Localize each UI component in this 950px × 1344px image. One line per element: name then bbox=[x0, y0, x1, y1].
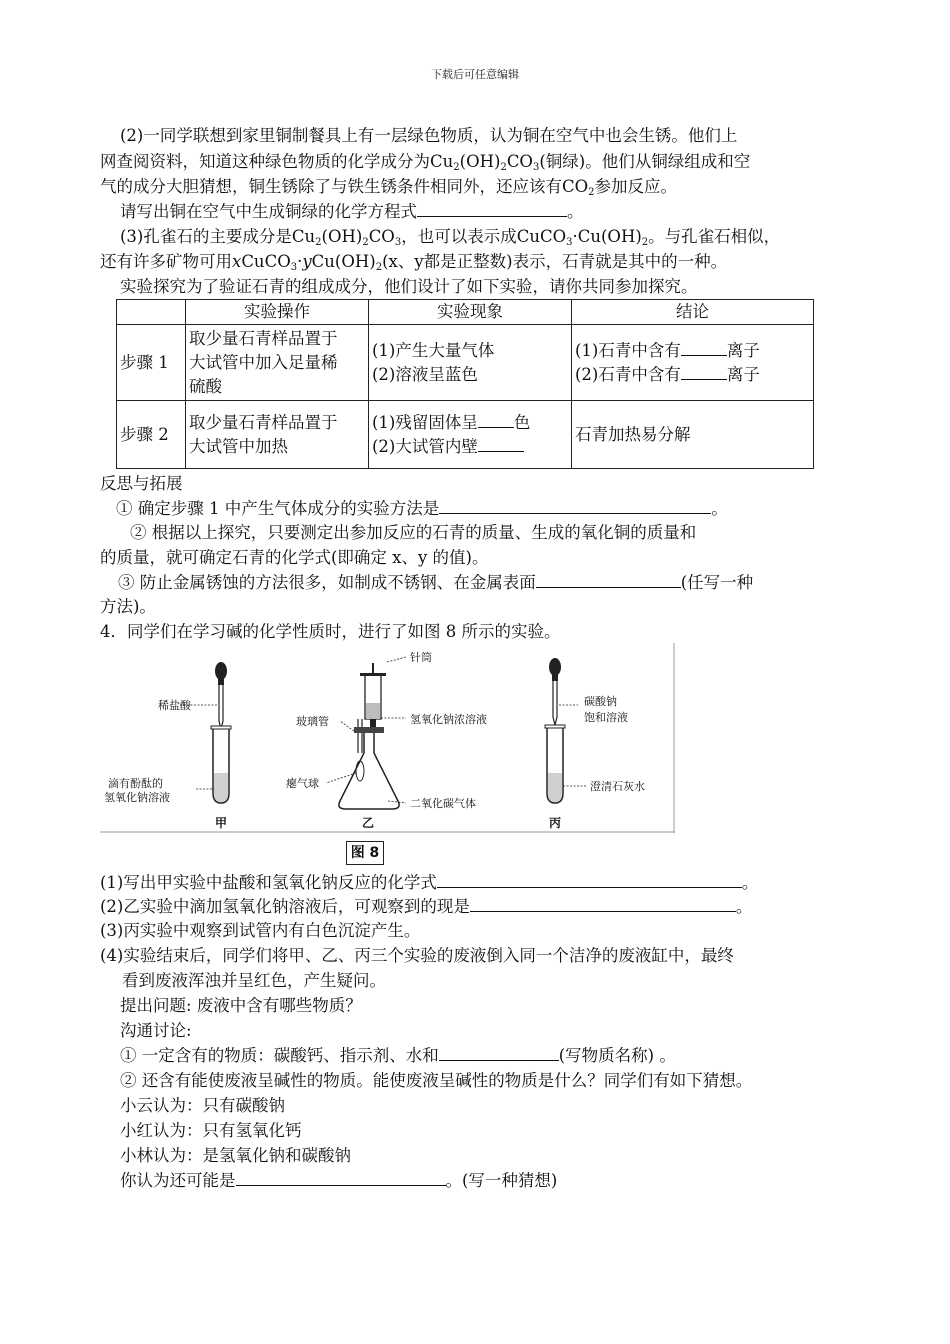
conclusion-cell: (1)石青中含有 离子 (2)石青中含有 离子 bbox=[572, 325, 814, 401]
p3-line3: 实验探究为了验证石青的组成成分，他们设计了如下实验，请你共同参加探究。 bbox=[120, 277, 698, 296]
svg-text:二氧化碳气体: 二氧化碳气体 bbox=[410, 797, 476, 810]
formula-verdigris: $Cu_2(OH)_2CO_3$ bbox=[430, 152, 540, 173]
table-header-blank bbox=[117, 300, 186, 325]
answer-blank-rustproof[interactable] bbox=[536, 571, 681, 588]
figure-8-apparatus bbox=[100, 643, 675, 833]
q4-intro: 4．同学们在学习碱的化学性质时，进行了如图 8 所示的实验。 bbox=[100, 622, 561, 641]
answer-blank-wall[interactable] bbox=[478, 435, 524, 452]
answer-blank-ion1[interactable] bbox=[681, 339, 727, 356]
guess-xiaohong: 小红认为：只有氢氧化钙 bbox=[120, 1121, 302, 1140]
phenomena-cell: (1)残留固体呈 色 (2)大试管内壁 bbox=[369, 401, 572, 469]
answer-blank-jia[interactable] bbox=[437, 871, 742, 888]
answer-blank-guess[interactable] bbox=[236, 1169, 446, 1186]
q4-ask: 提出问题: 废液中含有哪些物质？ bbox=[120, 996, 362, 1015]
reflection-q3-line1: ③ 防止金属锈蚀的方法很多，如制成不锈钢、在金属表面 (任写一种 bbox=[118, 573, 754, 592]
reflection-title: 反思与拓展 bbox=[100, 474, 183, 493]
svg-text:澄清石灰水: 澄清石灰水 bbox=[590, 780, 645, 793]
q4-your-guess: 你认为还可能是 。(写一种猜想) bbox=[120, 1171, 558, 1190]
operation-cell: 取少量石青样品置于 大试管中加热 bbox=[186, 401, 369, 469]
step-label: 步骤 2 bbox=[117, 401, 186, 469]
p2-line3: 气的成分大胆猜想，铜生锈除了与铁生锈条件相同外，还应该有$CO_2$参加反应。 bbox=[100, 177, 678, 198]
label-yi: 乙 bbox=[362, 816, 375, 830]
reflection-q2-line1: ② 根据以上探究，只要测定出参加反应的石青的质量、生成的氧化铜的质量和 bbox=[130, 523, 697, 542]
svg-text:氢氧化钠溶液: 氢氧化钠溶液 bbox=[104, 791, 170, 804]
p3-line1: (3)孔雀石的主要成分是$Cu_2(OH)_2CO_3$，也可以表示成$CuCO_3\cdot Cu(OH)_2$。与孔雀石相似， bbox=[120, 227, 781, 248]
conclusion-cell: 石青加热易分解 bbox=[572, 401, 814, 469]
q4-item1: (1)写出甲实验中盐酸和氢氧化钠反应的化学式 。 bbox=[100, 873, 759, 892]
svg-text:玻璃管: 玻璃管 bbox=[296, 715, 329, 728]
answer-blank-ion2[interactable] bbox=[681, 363, 727, 380]
operation-cell: 取少量石青样品置于 大试管中加入足量稀 硫酸 bbox=[186, 325, 369, 401]
figure-caption: 图 8 bbox=[346, 841, 384, 865]
answer-blank-equation[interactable] bbox=[417, 200, 567, 217]
reflection-q3-line2: 方法)。 bbox=[100, 597, 156, 616]
svg-text:滴有酚酞的: 滴有酚酞的 bbox=[108, 777, 163, 790]
p2-line1: (2)一同学联想到家里铜制餐具上有一层绿色物质，认为铜在空气中也会生锈。他们上 bbox=[120, 126, 738, 145]
table-row bbox=[117, 325, 814, 401]
svg-text:针筒: 针筒 bbox=[410, 651, 432, 664]
reflection-q1: ① 确定步骤 1 中产生气体成分的实验方法是 。 bbox=[116, 499, 728, 518]
guess-xiaoyun: 小云认为：只有碳酸钠 bbox=[120, 1096, 285, 1115]
svg-text:氢氧化钠浓溶液: 氢氧化钠浓溶液 bbox=[410, 713, 487, 726]
q4-item4-line1: (4)实验结束后，同学们将甲、乙、丙三个实验的废液倒入同一个洁净的废液缸中，最终 bbox=[100, 946, 734, 965]
q4-d1: ① 一定含有的物质：碳酸钙、指示剂、水和 (写物质名称) 。 bbox=[120, 1046, 676, 1065]
page-header: 下载后可任意编辑 bbox=[431, 68, 519, 81]
q4-d2: ② 还含有能使废液呈碱性的物质。能使废液呈碱性的物质是什么？同学们有如下猜想。 bbox=[120, 1071, 753, 1090]
q4-item2: (2)乙实验中滴加氢氧化钠溶液后，可观察到的现是 。 bbox=[100, 897, 753, 916]
label-bing: 丙 bbox=[549, 816, 562, 830]
q4-discuss: 沟通讨论: bbox=[120, 1021, 192, 1040]
q4-item3: (3)丙实验中观察到试管内有白色沉淀产生。 bbox=[100, 921, 421, 940]
guess-xiaolin: 小林认为：是氢氧化钠和碳酸钠 bbox=[120, 1146, 351, 1165]
answer-blank-yi[interactable] bbox=[470, 895, 736, 912]
svg-text:瘪气球: 瘪气球 bbox=[286, 777, 319, 790]
p3-line2: 还有许多矿物可用$xCuCO_3\cdot yCu(OH)_2(x$、y都是正整数)表示，石青就是其中的一种。 bbox=[100, 252, 728, 273]
svg-text:碳酸钠: 碳酸钠 bbox=[584, 695, 617, 708]
table-header: 实验现象 bbox=[369, 300, 572, 325]
answer-blank-method[interactable] bbox=[439, 497, 711, 514]
table-row bbox=[117, 401, 814, 469]
reflection-q2-line2: 的质量，就可确定石青的化学式(即确定 x、y 的值)。 bbox=[100, 548, 489, 567]
table-header: 实验操作 bbox=[186, 300, 369, 325]
p2-line4: 请写出铜在空气中生成铜绿的化学方程式 。 bbox=[120, 202, 584, 221]
table-header: 结论 bbox=[572, 300, 814, 325]
answer-blank-color[interactable] bbox=[478, 411, 514, 428]
p2-line2: 网查阅资料，知道这种绿色物质的化学成分为$Cu_2(OH)_2CO_3$(铜绿)。他们从铜绿组成和空 bbox=[100, 152, 751, 173]
label-dilute-hcl: 稀盐酸 bbox=[158, 699, 191, 712]
answer-blank-substance[interactable] bbox=[439, 1044, 559, 1061]
experiment-table bbox=[116, 299, 814, 469]
label-jia: 甲 bbox=[215, 816, 228, 830]
q4-item4-line2: 看到废液浑浊并呈红色，产生疑问。 bbox=[122, 971, 386, 990]
step-label: 步骤 1 bbox=[117, 325, 186, 401]
phenomena-cell: (1)产生大量气体 (2)溶液呈蓝色 bbox=[369, 325, 572, 401]
svg-text:饱和溶液: 饱和溶液 bbox=[584, 711, 628, 724]
